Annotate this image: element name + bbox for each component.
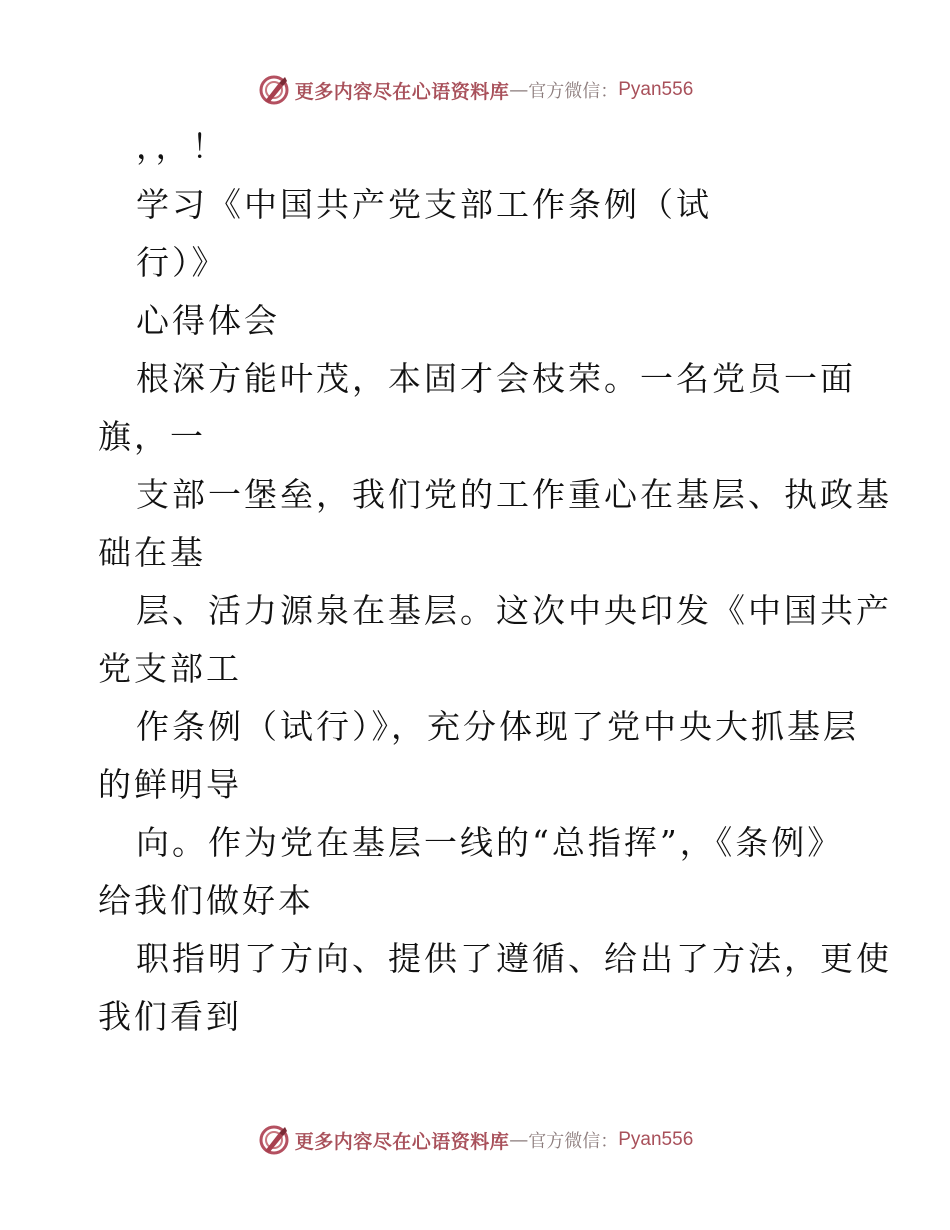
body-line: 向。作为党在基层一线的“总指挥”，《条例》	[136, 823, 844, 862]
banner-title: 更多内容尽在心语资料库	[294, 80, 510, 103]
body-line: 行）》	[136, 243, 228, 282]
body-line: 的鲜明导	[98, 765, 242, 804]
banner-separator: —	[509, 1129, 529, 1151]
banner-wechat-label: 官方微信：	[528, 81, 619, 102]
banner-wechat-label: 官方微信：	[528, 1131, 619, 1152]
header-banner	[0, 70, 950, 110]
banner-title: 更多内容尽在心语资料库	[294, 1130, 510, 1153]
footer-banner	[0, 1120, 950, 1160]
body-line: ，，！	[136, 127, 228, 166]
document-body	[98, 118, 892, 1046]
banner-wechat-id: Pyan556	[618, 79, 694, 100]
body-line: 旗，一	[98, 417, 206, 456]
body-line: 支部一堡垒，我们党的工作重心在基层、执政基	[136, 475, 892, 514]
body-line: 心得体会	[136, 301, 280, 340]
pen-nib-logo-icon	[257, 73, 291, 107]
body-line: 根深方能叶茂，本固才会枝荣。一名党员一面	[136, 359, 856, 398]
body-line: 础在基	[98, 533, 206, 572]
body-line: 给我们做好本	[98, 881, 314, 920]
banner-wechat-id: Pyan556	[618, 1129, 694, 1150]
pen-nib-logo-icon	[257, 1123, 291, 1157]
body-line: 职指明了方向、提供了遵循、给出了方法，更使	[136, 939, 892, 978]
body-line: 学习《中国共产党支部工作条例（试	[136, 185, 712, 224]
body-line: 党支部工	[98, 649, 242, 688]
body-line: 我们看到	[98, 997, 242, 1036]
body-line: 层、活力源泉在基层。这次中央印发《中国共产	[136, 591, 892, 630]
banner-separator: —	[509, 79, 529, 101]
body-line: 作条例（试行）》，充分体现了党中央大抓基层	[136, 707, 859, 746]
